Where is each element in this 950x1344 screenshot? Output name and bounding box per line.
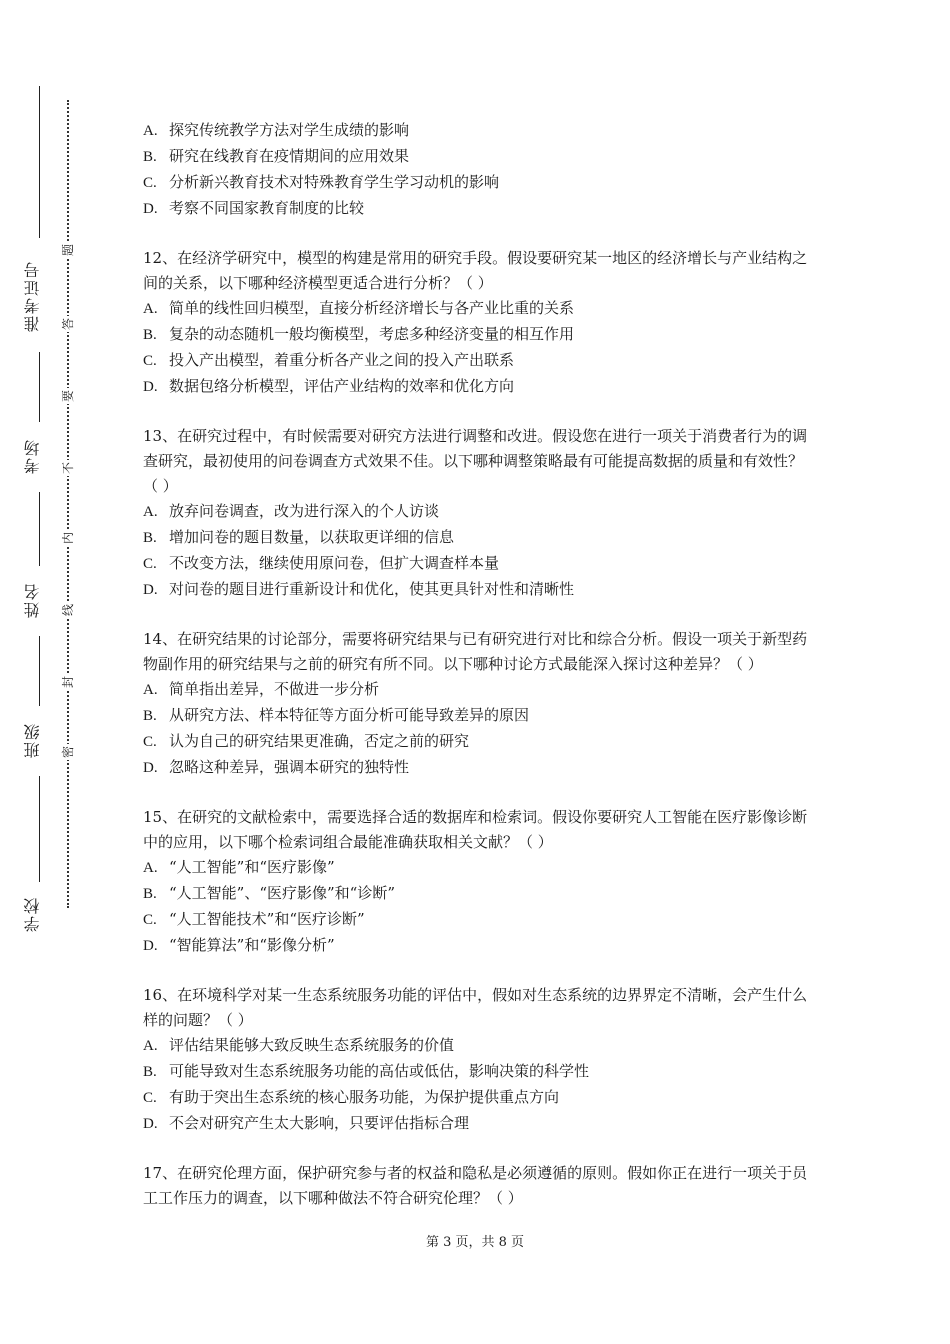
option-c: C. 不改变方法，继续使用原问卷，但扩大调查样本量 bbox=[143, 554, 500, 572]
option-a: A. 简单的线性回归模型，直接分析经济增长与各产业比重的关系 bbox=[143, 299, 575, 317]
question-15 bbox=[143, 805, 813, 959]
seal-char: 密 bbox=[60, 745, 75, 759]
question-stem: 16、在环境科学对某一生态系统服务功能的评估中，假如对生态系统的边界界定不清晰，会产生什么样的问题？（ ） bbox=[143, 986, 808, 1029]
seal-char: 封 bbox=[60, 675, 75, 689]
seal-char: 不 bbox=[60, 461, 75, 475]
option-b: B. 复杂的动态随机一般均衡模型，考虑多种经济变量的相互作用 bbox=[143, 325, 575, 343]
option-b: B. 增加问卷的题目数量，以获取更详细的信息 bbox=[143, 528, 455, 546]
seal-char: 要 bbox=[60, 389, 75, 403]
option-b: B. 从研究方法、样本特征等方面分析可能导致差异的原因 bbox=[143, 706, 530, 724]
option-d: D. 不会对研究产生太大影响，只要评估指标合理 bbox=[143, 1114, 470, 1132]
option-d: D. 忽略这种差异，强调本研究的独特性 bbox=[143, 758, 410, 776]
question-stem: 14、在研究结果的讨论部分，需要将研究结果与已有研究进行对比和综合分析。假设一项关于新型药物副作用的研究结果与之前的研究有所不同。以下哪种讨论方式最能深入探讨这种差异？（ ） bbox=[143, 630, 808, 673]
question-12 bbox=[143, 246, 813, 400]
exam-id-label: 准考证号 bbox=[23, 260, 42, 332]
option-a: A. “人工智能”和“医疗影像” bbox=[143, 858, 335, 876]
class-label: 班级 bbox=[23, 722, 42, 758]
question-11-options bbox=[143, 118, 813, 222]
option-c: C. 投入产出模型，着重分析各产业之间的投入产出联系 bbox=[143, 351, 515, 369]
seal-char: 内 bbox=[60, 531, 75, 545]
option-c: C. 分析新兴教育技术对特殊教育学生学习动机的影响 bbox=[143, 173, 500, 191]
option-d: D. 数据包络分析模型，评估产业结构的效率和优化方向 bbox=[143, 377, 515, 395]
option-a: A. 放弃问卷调查，改为进行深入的个人访谈 bbox=[143, 502, 440, 520]
option-a: A. 探究传统教学方法对学生成绩的影响 bbox=[143, 121, 410, 139]
seal-char: 题 bbox=[60, 243, 75, 257]
school-line bbox=[39, 776, 40, 882]
seal-dotted-line bbox=[67, 100, 69, 908]
option-d: D. 对问卷的题目进行重新设计和优化，使其更具针对性和清晰性 bbox=[143, 580, 575, 598]
question-content bbox=[143, 118, 813, 1235]
option-b: B. “人工智能”、“医疗影像”和“诊断” bbox=[143, 884, 396, 902]
option-a: A. 评估结果能够大致反映生态系统服务的价值 bbox=[143, 1036, 455, 1054]
binding-margin bbox=[0, 0, 120, 1344]
seal-char: 答 bbox=[60, 317, 75, 331]
school-label: 学校 bbox=[23, 896, 42, 932]
option-a: A. 简单指出差异，不做进一步分析 bbox=[143, 680, 380, 698]
question-stem: 17、在研究伦理方面，保护研究参与者的权益和隐私是必须遵循的原则。假如你正在进行一项关于员工工作压力的调查，以下哪种做法不符合研究伦理？（ ） bbox=[143, 1164, 808, 1207]
name-label: 姓名 bbox=[23, 582, 42, 618]
class-line bbox=[39, 636, 40, 706]
question-stem: 15、在研究的文献检索中，需要选择合适的数据库和检索词。假设你要研究人工智能在医疗影像诊断中的应用，以下哪个检索词组合最能准确获取相关文献？（ ） bbox=[143, 808, 808, 851]
room-label: 考场 bbox=[23, 438, 42, 474]
question-16 bbox=[143, 983, 813, 1137]
option-c: C. “人工智能技术”和“医疗诊断” bbox=[143, 910, 365, 928]
option-b: B. 研究在线教育在疫情期间的应用效果 bbox=[143, 147, 410, 165]
option-c: C. 有助于突出生态系统的核心服务功能，为保护提供重点方向 bbox=[143, 1088, 560, 1106]
question-13 bbox=[143, 424, 813, 603]
room-line bbox=[39, 352, 40, 422]
option-c: C. 认为自己的研究结果更准确，否定之前的研究 bbox=[143, 732, 470, 750]
seal-char: 线 bbox=[60, 603, 75, 617]
option-d: D. “智能算法”和“影像分析” bbox=[143, 936, 335, 954]
question-17 bbox=[143, 1161, 813, 1211]
exam-id-line bbox=[39, 86, 40, 238]
page-footer: 第 3 页，共 8 页 bbox=[425, 1235, 525, 1250]
option-b: B. 可能导致对生态系统服务功能的高估或低估，影响决策的科学性 bbox=[143, 1062, 590, 1080]
name-line bbox=[39, 492, 40, 566]
question-14 bbox=[143, 627, 813, 781]
question-stem: 12、在经济学研究中，模型的构建是常用的研究手段。假设要研究某一地区的经济增长与产业结构之间的关系，以下哪种经济模型更适合进行分析？（ ） bbox=[143, 249, 808, 292]
question-stem: 13、在研究过程中，有时候需要对研究方法进行调整和改进。假设您在进行一项关于消费者行为的调查研究，最初使用的问卷调查方式效果不佳。以下哪种调整策略最有可能提高数据的质量和有效性？（ ） bbox=[143, 427, 808, 495]
option-d: D. 考察不同国家教育制度的比较 bbox=[143, 199, 365, 217]
